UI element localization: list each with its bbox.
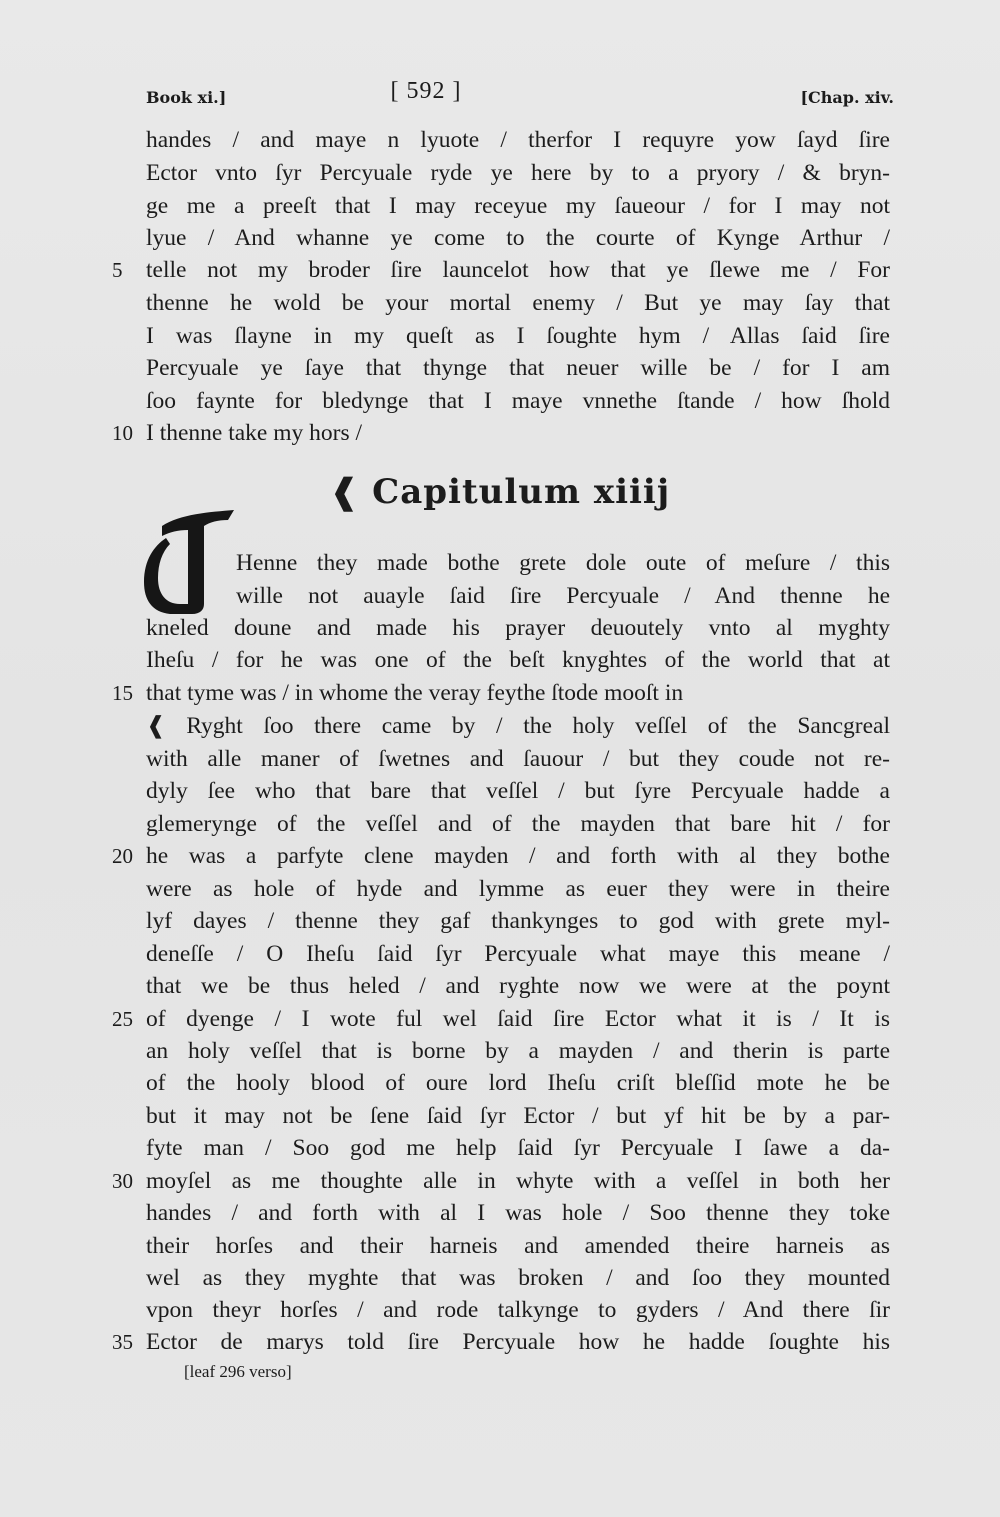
text-line: ſoo faynte for bledynge that I maye vnnethe ſtande / how ſhold — [146, 388, 890, 414]
page-number: [ 592 ] — [390, 78, 462, 104]
text-line: thenne he wold be your mortal enemy / But ye may ſay that — [146, 290, 890, 316]
text-line: of the hooly blood of oure lord Iheſu criſt bleſſid mote he be — [146, 1070, 890, 1096]
text-line: ge me a preeſt that I may receyue my ſaueour / for I may not — [146, 193, 890, 219]
text-line: lyf dayes / thenne they gaf thankynges to god with grete myl- — [146, 908, 890, 934]
text-line: of dyenge / I wote ful wel ſaid ſire Ector what it is / It is — [146, 1006, 890, 1032]
text-line: moyſel as me thoughte alle in whyte with a veſſel in both her — [146, 1168, 890, 1194]
text-line: Ector vnto ſyr Percyuale ryde ye here by to a pryory / & bryn- — [146, 160, 890, 186]
book-number: Book xi.] — [146, 88, 227, 107]
text-line: that we be thus heled / and ryghte now we were at the poynt — [146, 973, 890, 999]
text-line: Iheſu / for he was one of the beſt knyghtes of the world that at — [146, 647, 890, 673]
text-line: wille not auayle ſaid ſire Percyuale / And thenne he — [236, 583, 890, 609]
text-line: their horſes and their harneis and amended theire harneis as — [146, 1233, 890, 1259]
text-line: telle not my broder ſire launcelot how that ye ſlewe me / For — [146, 257, 890, 283]
line-number: 25 — [112, 1007, 133, 1031]
text-line: were as hole of hyde and lymme as euer they were in theire — [146, 876, 890, 902]
text-line: that tyme was / in whome the veray feythe ſtode mooſt in — [146, 680, 684, 706]
line-number: 35 — [112, 1330, 133, 1354]
text-line: handes / and forth with al I was hole / Soo thenne they toke — [146, 1200, 890, 1226]
text-line: vpon theyr horſes / and rode talkynge to gyders / And there ſir — [146, 1297, 890, 1323]
chapter-heading: ❰ Capitulum xiiij — [329, 472, 671, 512]
text-line: with alle maner of ſwetnes and ſauour / but they coude not re- — [146, 746, 890, 772]
text-line: an holy veſſel that is borne by a mayden / and therin is parte — [146, 1038, 890, 1064]
text-line: handes / and maye n lyuote / therfor I requyre yow ſayd ſire — [146, 127, 890, 153]
drop-cap-t — [140, 508, 236, 618]
text-line: wel as they myghte that was broken / and ſoo they mounted — [146, 1265, 890, 1291]
text-line: ❰ Ryght ſoo there came by / the holy veſſel of the Sancgreal — [146, 713, 890, 739]
line-number: 5 — [112, 258, 123, 282]
line-number: 20 — [112, 844, 133, 868]
page-header — [146, 78, 894, 118]
line-number: 15 — [112, 681, 133, 705]
drop-cap-letter: T — [140, 508, 141, 509]
text-line: but it may not be ſene ſaid ſyr Ector / but yf hit be by a par- — [146, 1103, 890, 1129]
line-number: 10 — [112, 421, 133, 445]
text-line: Henne they made bothe grete dole oute of meſure / this — [236, 550, 890, 576]
text-line: dyly ſee who that bare that veſſel / but ſyre Percyuale hadde a — [146, 778, 890, 804]
chapter-number: [Chap. xiv. — [800, 88, 894, 107]
text-line: I thenne take my hors / — [146, 420, 363, 446]
text-line: kneled doune and made his prayer deuoutely vnto al myghty — [146, 615, 890, 641]
text-line: fyte man / Soo god me help ſaid ſyr Percyuale I ſawe a da- — [146, 1135, 890, 1161]
line-number: 30 — [112, 1169, 133, 1193]
text-line: deneſſe / O Iheſu ſaid ſyr Percyuale what maye this meane / — [146, 941, 890, 967]
text-line: I was ſlayne in my queſt as I ſoughte hym / Allas ſaid ſire — [146, 323, 890, 349]
text-line: Percyuale ye ſaye that thynge that neuer wille be / for I am — [146, 355, 890, 381]
text-line: he was a parfyte clene mayden / and forth with al they bothe — [146, 843, 890, 869]
text-line: lyue / And whanne ye come to the courte of Kynge Arthur / — [146, 225, 890, 251]
text-line: Ector de marys told ſire Percyuale how he hadde ſoughte his — [146, 1329, 890, 1355]
leaf-note: [leaf 296 verso] — [184, 1362, 292, 1381]
text-line: glemerynge of the veſſel and of the mayden that bare hit / for — [146, 811, 890, 837]
